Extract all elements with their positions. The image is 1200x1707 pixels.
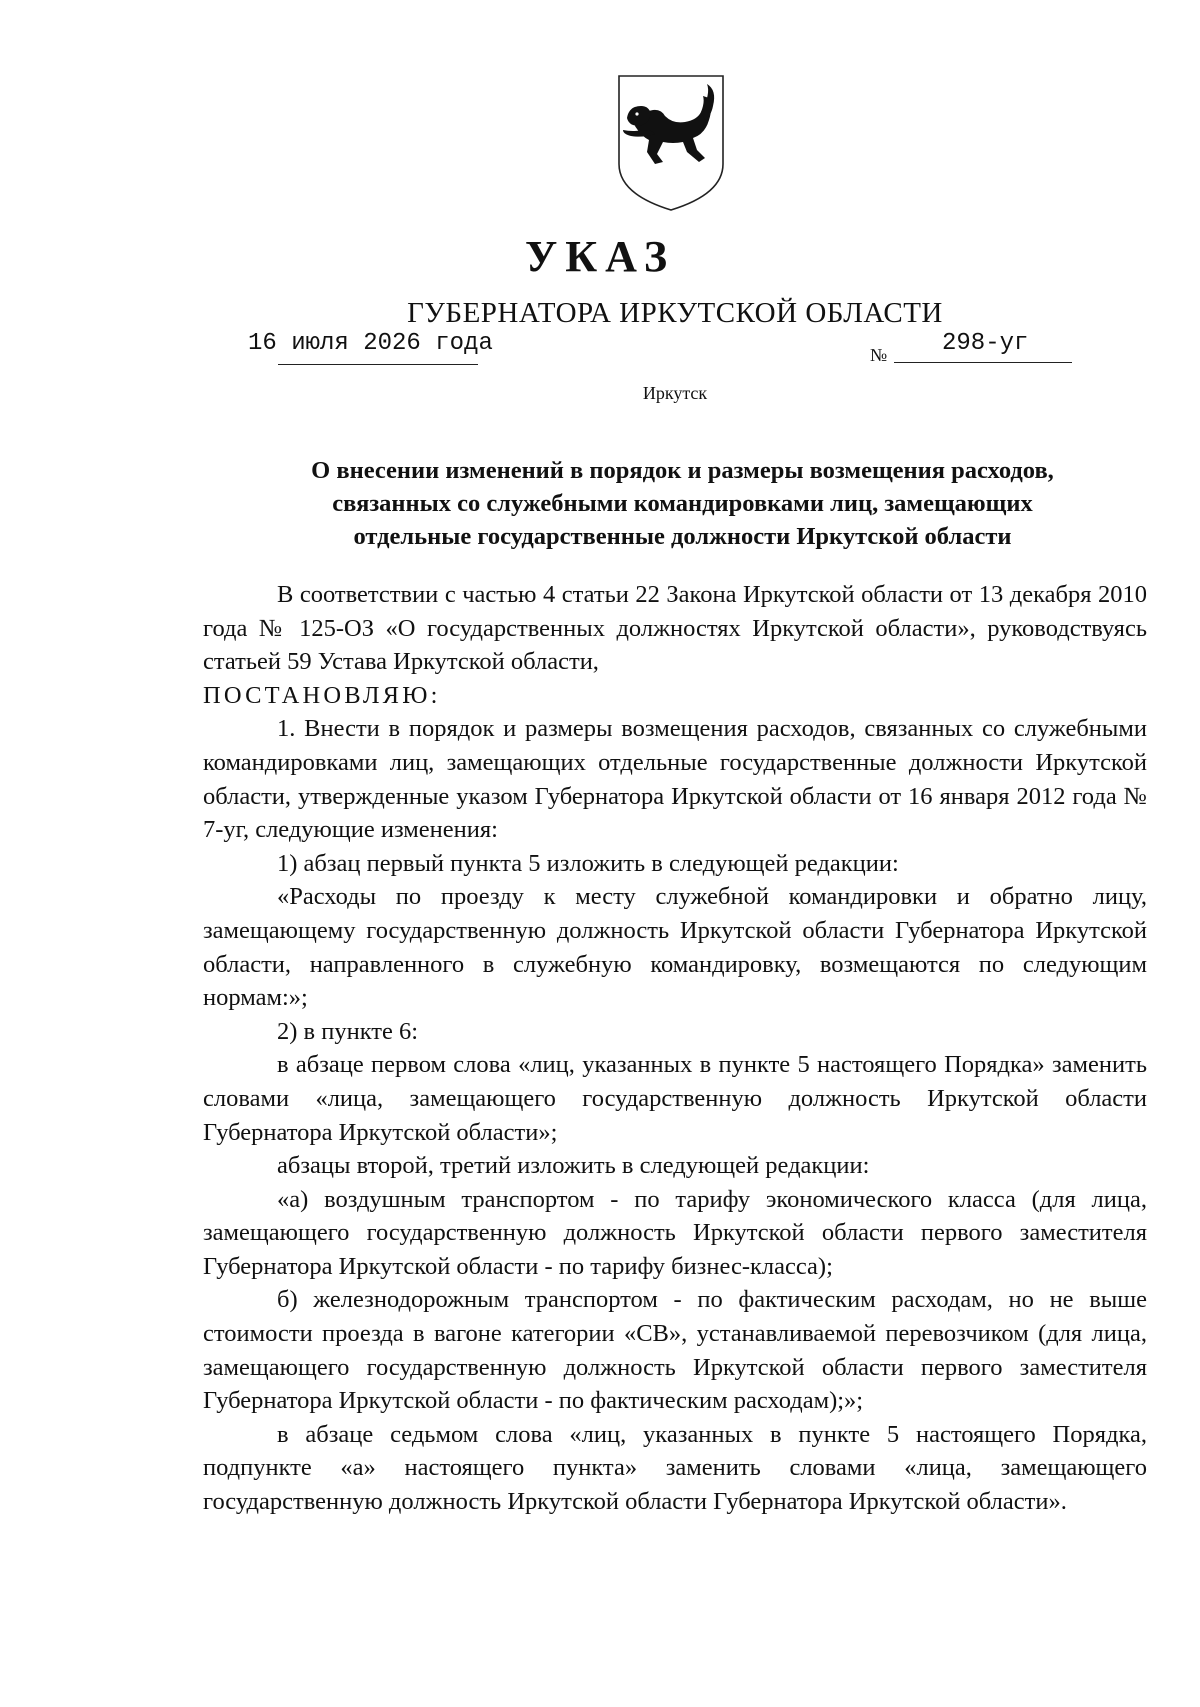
paragraph: 1) абзац первый пункта 5 изложить в следующей редакции: [277, 849, 899, 877]
paragraph: абзацы второй, третий изложить в следующей редакции: [277, 1152, 870, 1180]
paragraph: В соответствии с частью 4 статьи 22 Закона Иркутской области от 13 декабря 2010 года № 125-ОЗ «О государственных должностях Иркутской области», руководствуясь статьей 59 Устава Иркутской области, [203, 581, 1147, 676]
resolution-word: ПОСТАНОВЛЯЮ: [203, 681, 441, 709]
paragraph: в абзаце седьмом слова «лиц, указанных в пункте 5 настоящего Порядка, подпункте «а» настоящего пункта» заменить словами «лица, замещающего государственную должность Иркутской области Губернатора Иркутской области». [203, 1420, 1147, 1516]
number-underline [894, 362, 1072, 363]
paragraph: «а) воздушным транспортом - по тарифу экономического класса (для лица, замещающего государственную должность Иркутской области первого заместителя Губернатора Иркутской области - по тарифу бизнес-класса); [203, 1185, 1147, 1280]
document-body [203, 578, 1147, 1519]
decree-title: УКАЗ [524, 232, 676, 281]
issuer-title: ГУБЕРНАТОРА ИРКУТСКОЙ ОБЛАСТИ [407, 297, 943, 329]
paragraph: б) железнодорожным транспортом - по фактическим расходам, но не выше стоимости проезда в вагоне категории «СВ», устанавливаемой перевозчиком (для лица, замещающего государственную должность Иркутской области первого заместителя Губернатора Иркутской области - по фактическим расходам);»; [203, 1286, 1147, 1415]
date-underline [278, 364, 478, 365]
document-heading [180, 454, 1185, 553]
decree-date: 16 июля 2026 года [248, 330, 493, 357]
paragraph: 2) в пункте 6: [277, 1017, 419, 1045]
paragraph: «Расходы по проезду к месту служебной командировки и обратно лицу, замещающему государственную должность Иркутской области Губернатора Иркутской области, направленного в служебную командировку, возмещаются по следующим нормам:»; [203, 883, 1147, 1012]
decree-number: 298-уг [942, 330, 1029, 357]
number-sign: № [870, 345, 888, 365]
paragraph: 1. Внести в порядок и размеры возмещения расходов, связанных со служебными командировками лиц, замещающих отдельные государственные должности Иркутской области, утвержденные указом Губернатора Иркутской области от 16 января 2012 года № 7-уг, следующие изменения: [203, 715, 1147, 844]
heading-line: О внесении изменений в порядок и размеры возмещения расходов, [311, 457, 1054, 484]
irkutsk-coat-of-arms-icon [613, 72, 729, 214]
city: Иркутск [642, 383, 708, 403]
heading-line: отдельные государственные должности Иркутской области [353, 523, 1012, 550]
heading-line: связанных со служебными командировками лиц, замещающих [332, 490, 1033, 517]
paragraph: в абзаце первом слова «лиц, указанных в пункте 5 настоящего Порядка» заменить словами «лица, замещающего государственную должность Иркутской области Губернатора Иркутской области»; [203, 1051, 1147, 1146]
